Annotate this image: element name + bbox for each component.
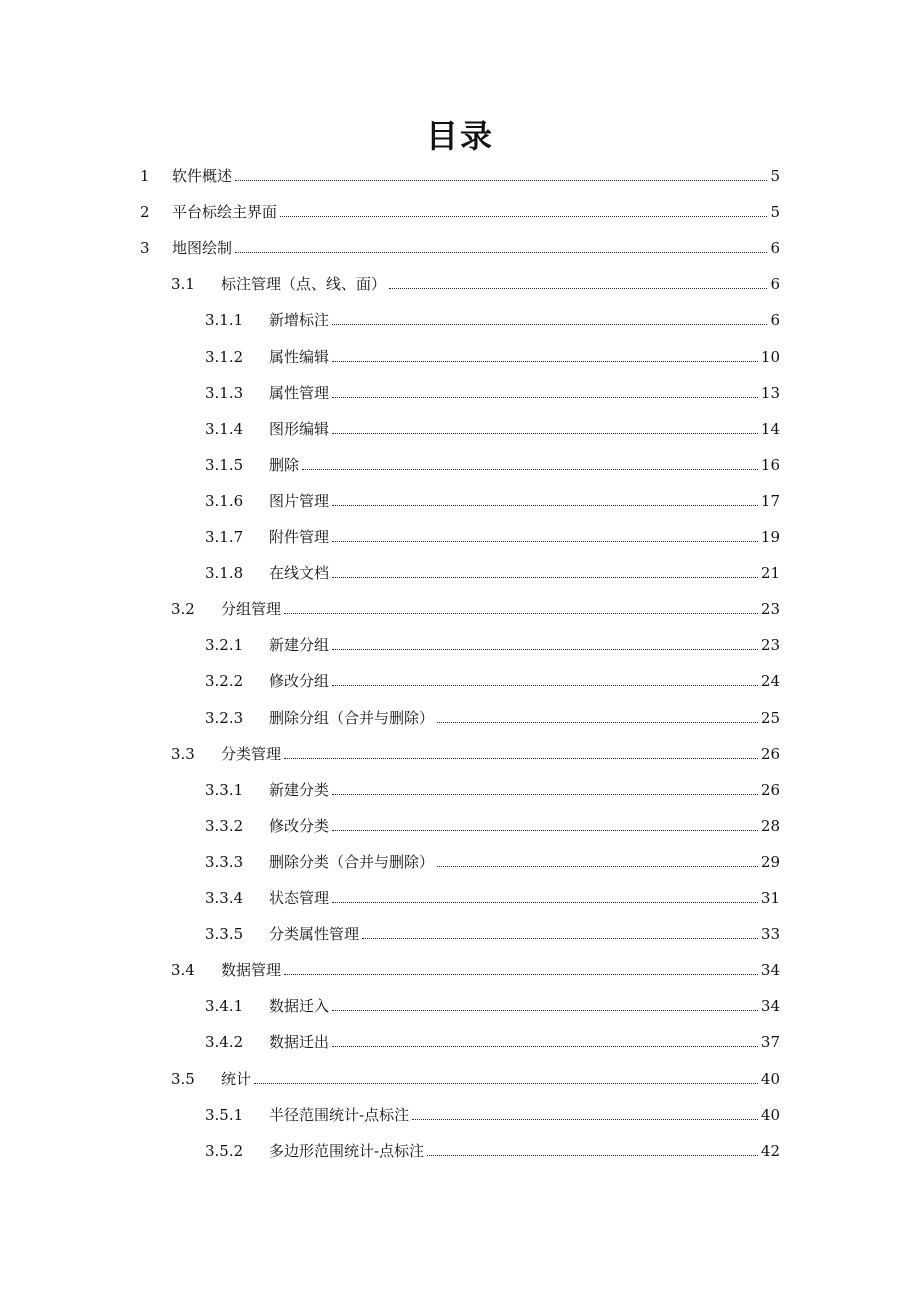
toc-dot-leader <box>332 830 758 831</box>
toc-entry[interactable] <box>205 631 780 655</box>
toc-entry-number: 2 <box>140 203 150 222</box>
toc-entry-page-number: 37 <box>760 1033 780 1052</box>
toc-entry-title: 修改分组 <box>269 672 330 691</box>
toc-entry-title: 删除分组（合并与删除） <box>269 708 435 727</box>
toc-entry-number: 3.1.7 <box>205 528 244 546</box>
toc-entry-page-number: 5 <box>770 167 780 185</box>
toc-entry-title: 属性管理 <box>269 383 330 402</box>
toc-entry-number: 3.1.5 <box>205 455 244 474</box>
toc-entry-title: 附件管理 <box>269 528 330 546</box>
toc-entry-title: 新增标注 <box>269 311 330 330</box>
toc-entry[interactable] <box>205 812 780 836</box>
toc-entry-page-number: 26 <box>760 744 780 763</box>
toc-entry-title: 属性编辑 <box>269 347 330 366</box>
toc-dot-leader <box>280 216 767 217</box>
toc-entry-title: 状态管理 <box>269 889 330 907</box>
toc-dot-leader <box>332 324 767 325</box>
toc-entry-title: 数据迁出 <box>269 1033 330 1052</box>
toc-entry-number: 3.4.1 <box>205 997 244 1016</box>
toc-entry-title: 分类属性管理 <box>269 925 360 944</box>
toc-entry[interactable] <box>171 595 780 619</box>
toc-entry[interactable] <box>205 487 780 511</box>
toc-entry-number: 3.3 <box>171 744 195 763</box>
toc-dot-leader <box>332 902 758 903</box>
toc-entry-page-number: 29 <box>760 852 780 871</box>
toc-entry-page-number: 17 <box>760 491 780 510</box>
toc-entry-title: 数据迁入 <box>269 997 330 1016</box>
toc-entry[interactable] <box>205 415 780 439</box>
toc-entry-page-number: 24 <box>760 672 780 691</box>
toc-entry-title: 在线文档 <box>269 564 330 583</box>
toc-entry[interactable] <box>171 270 780 294</box>
toc-dot-leader <box>332 1010 758 1011</box>
toc-entry-number: 3.3.5 <box>205 925 244 944</box>
toc-entry-title: 分类管理 <box>221 744 282 763</box>
toc-entry-number: 3.4.2 <box>205 1033 244 1052</box>
toc-entry-title: 图片管理 <box>269 491 330 510</box>
toc-entry[interactable] <box>205 451 780 475</box>
toc-entry[interactable] <box>205 704 780 728</box>
toc-entry-number: 3.5.2 <box>205 1141 244 1160</box>
toc-entry-number: 3.5.1 <box>205 1105 244 1124</box>
toc-entry-page-number: 40 <box>760 1105 780 1124</box>
toc-entry-title: 图形编辑 <box>269 419 330 438</box>
toc-entry-page-number: 6 <box>770 311 780 330</box>
toc-dot-leader <box>254 1083 758 1084</box>
toc-entry-title: 新建分类 <box>269 780 330 799</box>
toc-entry-page-number: 6 <box>770 275 780 294</box>
toc-entry-title: 标注管理（点、线、面） <box>221 275 387 294</box>
toc-entry-number: 3.5 <box>171 1069 195 1088</box>
toc-entry-number: 3.1.4 <box>205 419 244 438</box>
toc-entry-page-number: 26 <box>760 780 780 799</box>
toc-entry-page-number: 16 <box>760 455 780 474</box>
toc-entry-number: 3.1.1 <box>205 311 244 330</box>
toc-entry-number: 3.2.1 <box>205 636 244 655</box>
toc-entry-title: 修改分类 <box>269 816 330 835</box>
toc-dot-leader <box>332 361 758 362</box>
toc-entry-number: 3.1 <box>171 275 195 294</box>
toc-entry-number: 3 <box>140 239 150 258</box>
toc-entry-title: 多边形范围统计-点标注 <box>269 1141 425 1160</box>
toc-entry-page-number: 28 <box>760 816 780 835</box>
toc-dot-leader <box>332 685 758 686</box>
toc-entry-title: 平台标绘主界面 <box>172 203 278 222</box>
toc-entry[interactable] <box>205 1101 780 1125</box>
toc-entry-title: 软件概述 <box>172 167 233 185</box>
toc-entry-number: 3.2 <box>171 600 195 619</box>
toc-entry[interactable] <box>205 848 780 872</box>
toc-entry[interactable] <box>140 234 780 258</box>
toc-entry-number: 1 <box>140 167 150 185</box>
toc-dot-leader <box>332 577 758 578</box>
toc-entry-title: 半径范围统计-点标注 <box>269 1105 410 1124</box>
toc-entry-title: 数据管理 <box>221 961 282 980</box>
toc-entry[interactable] <box>171 956 780 980</box>
toc-dot-leader <box>362 938 758 939</box>
toc-entry[interactable] <box>205 306 780 330</box>
toc-entry-number: 3.2.3 <box>205 708 244 727</box>
toc-entry-number: 3.3.3 <box>205 852 244 871</box>
toc-title: 目录 <box>425 117 494 155</box>
toc-dot-leader <box>302 469 758 470</box>
toc-entry-page-number: 40 <box>760 1069 780 1088</box>
toc-dot-leader <box>332 505 758 506</box>
toc-dot-leader <box>332 397 758 398</box>
toc-dot-leader <box>284 613 758 614</box>
toc-entry-number: 3.3.1 <box>205 780 244 799</box>
toc-entry-number: 3.1.6 <box>205 491 244 510</box>
toc-dot-leader <box>437 866 758 867</box>
toc-entry-page-number: 6 <box>770 239 780 258</box>
toc-entry-number: 3.4 <box>171 961 195 980</box>
toc-entry[interactable] <box>171 740 780 764</box>
toc-entry-page-number: 34 <box>760 961 780 980</box>
toc-entry[interactable] <box>205 992 780 1016</box>
toc-entry-page-number: 31 <box>760 889 780 907</box>
toc-dot-leader <box>332 794 758 795</box>
toc-dot-leader <box>284 758 758 759</box>
toc-dot-leader <box>332 649 758 650</box>
toc-entry[interactable] <box>205 1028 780 1052</box>
toc-entry-page-number: 34 <box>760 997 780 1016</box>
toc-dot-leader <box>412 1119 758 1120</box>
toc-dot-leader <box>427 1155 758 1156</box>
toc-entry-number: 3.3.2 <box>205 816 244 835</box>
toc-entry-page-number: 23 <box>760 636 780 655</box>
toc-entry[interactable] <box>205 884 780 908</box>
toc-entry[interactable] <box>205 343 780 367</box>
toc-dot-leader <box>235 252 767 253</box>
toc-dot-leader <box>235 180 767 181</box>
toc-entry-page-number: 14 <box>760 419 780 438</box>
toc-dot-leader <box>332 433 758 434</box>
toc-entry-title: 统计 <box>221 1069 252 1088</box>
toc-entry-page-number: 10 <box>760 347 780 366</box>
toc-entry-page-number: 25 <box>760 708 780 727</box>
toc-entry-number: 3.1.8 <box>205 564 244 583</box>
toc-dot-leader <box>389 288 767 289</box>
toc-entry[interactable] <box>171 1065 780 1089</box>
toc-dot-leader <box>284 974 758 975</box>
toc-dot-leader <box>437 722 758 723</box>
toc-entry[interactable] <box>205 667 780 691</box>
toc-entry-number: 3.1.2 <box>205 347 244 366</box>
toc-entry-title: 分组管理 <box>221 600 282 619</box>
toc-dot-leader <box>332 1046 758 1047</box>
toc-entry-number: 3.3.4 <box>205 889 244 907</box>
toc-entry[interactable] <box>205 559 780 583</box>
toc-entry[interactable] <box>140 162 780 186</box>
toc-entry-page-number: 42 <box>760 1141 780 1160</box>
toc-entry-page-number: 23 <box>760 600 780 619</box>
toc-dot-leader <box>332 541 758 542</box>
toc-entry[interactable] <box>205 379 780 403</box>
toc-entry-page-number: 5 <box>770 203 780 222</box>
toc-entry[interactable] <box>205 1137 780 1161</box>
toc-entry-title: 删除 <box>269 455 300 474</box>
toc-entry-page-number: 33 <box>760 925 780 944</box>
toc-entry[interactable] <box>205 776 780 800</box>
toc-entry-page-number: 13 <box>760 383 780 402</box>
toc-entry-title: 删除分类（合并与删除） <box>269 852 435 871</box>
toc-entry-page-number: 21 <box>760 564 780 583</box>
toc-entry[interactable] <box>205 920 780 944</box>
toc-entry-number: 3.1.3 <box>205 383 244 402</box>
toc-entry-title: 地图绘制 <box>172 239 233 258</box>
toc-entry[interactable] <box>205 523 780 547</box>
toc-entry-number: 3.2.2 <box>205 672 244 691</box>
toc-entry-title: 新建分组 <box>269 636 330 655</box>
toc-entry-page-number: 19 <box>760 528 780 546</box>
toc-entry[interactable] <box>140 198 780 222</box>
